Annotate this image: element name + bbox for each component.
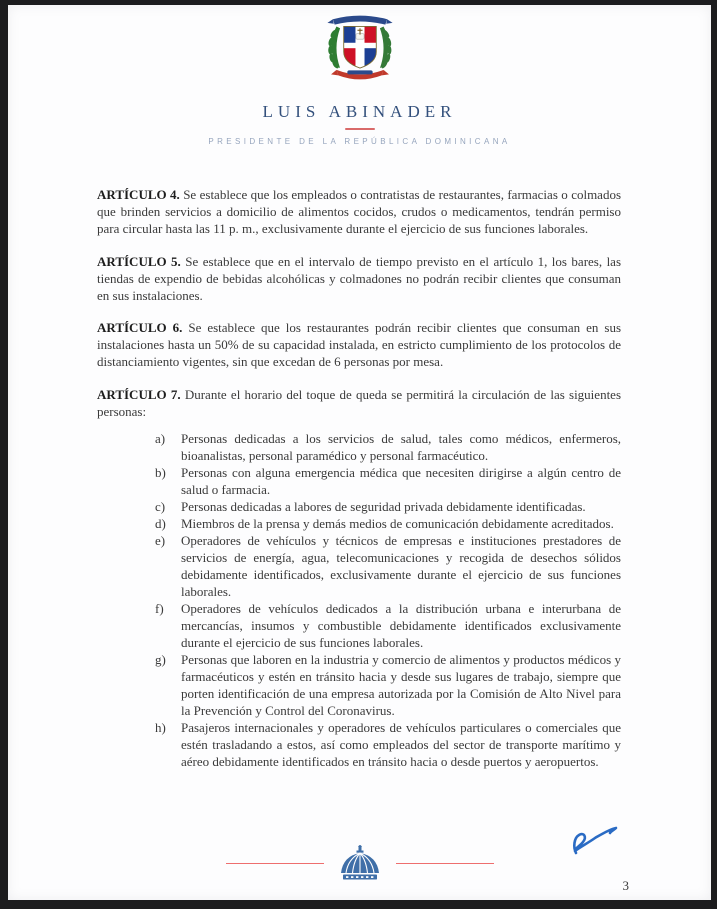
palace-dome-icon <box>337 842 383 884</box>
list-item-f <box>155 600 621 651</box>
president-name: LUIS ABINADER <box>262 102 457 121</box>
document-body <box>97 187 621 770</box>
list-marker: g) <box>155 651 166 667</box>
list-text: Operadores de vehículos dedicados a la distribución urbana e interurbana de mercancías, insumos y combustible debidamente identificados exclusivamente durante el ejercicio de sus funciones laborales. <box>181 600 621 650</box>
list-marker: h) <box>155 719 166 735</box>
list-item-h <box>155 719 621 770</box>
article-6 <box>97 320 621 371</box>
article-7 <box>97 387 621 421</box>
list-text: Pasajeros internacionales y operadores de vehículos particulares o comerciales que estén trasladando a estos, así como empleados del sector de transporte marítimo y aéreo debidamente identificados en tránsito hacia o desde puertos y aeropuertos. <box>181 719 621 769</box>
article-7-label: ARTÍCULO 7. <box>97 387 181 403</box>
red-divider <box>345 128 375 130</box>
list-item-e <box>155 532 621 600</box>
list-item-g <box>155 651 621 719</box>
list-marker: d) <box>155 515 166 531</box>
letterhead <box>8 5 711 146</box>
document-page <box>8 5 711 900</box>
article-6-label: ARTÍCULO 6. <box>97 320 183 336</box>
article-5 <box>97 254 621 305</box>
footer-rule-right <box>396 863 494 864</box>
article-6-text: Se establece que los restaurantes podrán recibir clientes que consuman en sus instalaciones hasta un 50% de su capacidad instalada, en estricto cumplimiento de los protocolos de distanciamiento vigentes, sin que excedan de 6 personas por mesa. <box>97 320 622 370</box>
article-4-label: ARTÍCULO 4. <box>97 187 180 202</box>
list-item-b <box>155 464 621 498</box>
footer <box>8 842 711 884</box>
coat-of-arms-icon <box>314 12 406 88</box>
article-4-text: Se establece que los empleados o contratistas de restaurantes, farmacias o colmados que brinden servicios a domicilio de alimentos cocidos, crudos o medicamentos, tendrán permiso para circular hasta las 11 p. m., exclusivamente durante el ejercicio de sus funciones laborales. <box>97 187 622 236</box>
list-marker: b) <box>155 464 166 480</box>
president-subtitle: PRESIDENTE DE LA REPÚBLICA DOMINICANA <box>208 137 511 146</box>
article-7-text: Durante el horario del toque de queda se permitirá la circulación de las siguientes personas: <box>97 387 622 420</box>
article-4 <box>97 187 621 238</box>
list-item-d <box>155 515 621 532</box>
article-5-text: Se establece que en el intervalo de tiempo previsto en el artículo 1, los bares, las tiendas de expendio de bebidas alcohólicas y colmadones no podrán recibir clientes que consuman en sus instalaciones. <box>97 253 622 303</box>
list-text: Personas dedicadas a los servicios de salud, tales como médicos, enfermeros, bioanalistas, personal paramédico y personal farmacéutico. <box>181 430 621 463</box>
list-text: Personas con alguna emergencia médica que necesiten dirigirse a algún centro de salud o farmacia. <box>181 464 621 497</box>
permitted-persons-list <box>155 430 621 770</box>
list-marker: e) <box>155 532 166 548</box>
list-item-a <box>155 430 621 464</box>
page-number: 3 <box>622 878 629 893</box>
footer-rule-left <box>226 863 324 864</box>
list-text: Personas que laboren en la industria y comercio de alimentos y productos médicos y farmacéuticos y estén en tránsito hacia y desde sus lugares de trabajo, siempre que porten identificación de una empresa autorizada por la Comisión de Alto Nivel para la Prevención y Control del Coronavirus. <box>181 651 621 718</box>
list-text: Miembros de la prensa y demás medios de comunicación debidamente acreditados. <box>181 515 614 531</box>
list-text: Operadores de vehículos y técnicos de empresas e instituciones prestadores de servicios de energía, agua, telecomunicaciones y recogida de desechos sólidos debidamente identificados, exclusivamente durante el ejercicio de sus funciones laborales. <box>181 532 621 599</box>
article-5-label: ARTÍCULO 5. <box>97 253 181 269</box>
list-item-c <box>155 498 621 515</box>
list-text: Personas dedicadas a labores de seguridad privada debidamente identificadas. <box>181 498 586 514</box>
list-marker: c) <box>155 498 166 514</box>
list-marker: a) <box>155 430 166 446</box>
list-marker: f) <box>155 600 164 616</box>
